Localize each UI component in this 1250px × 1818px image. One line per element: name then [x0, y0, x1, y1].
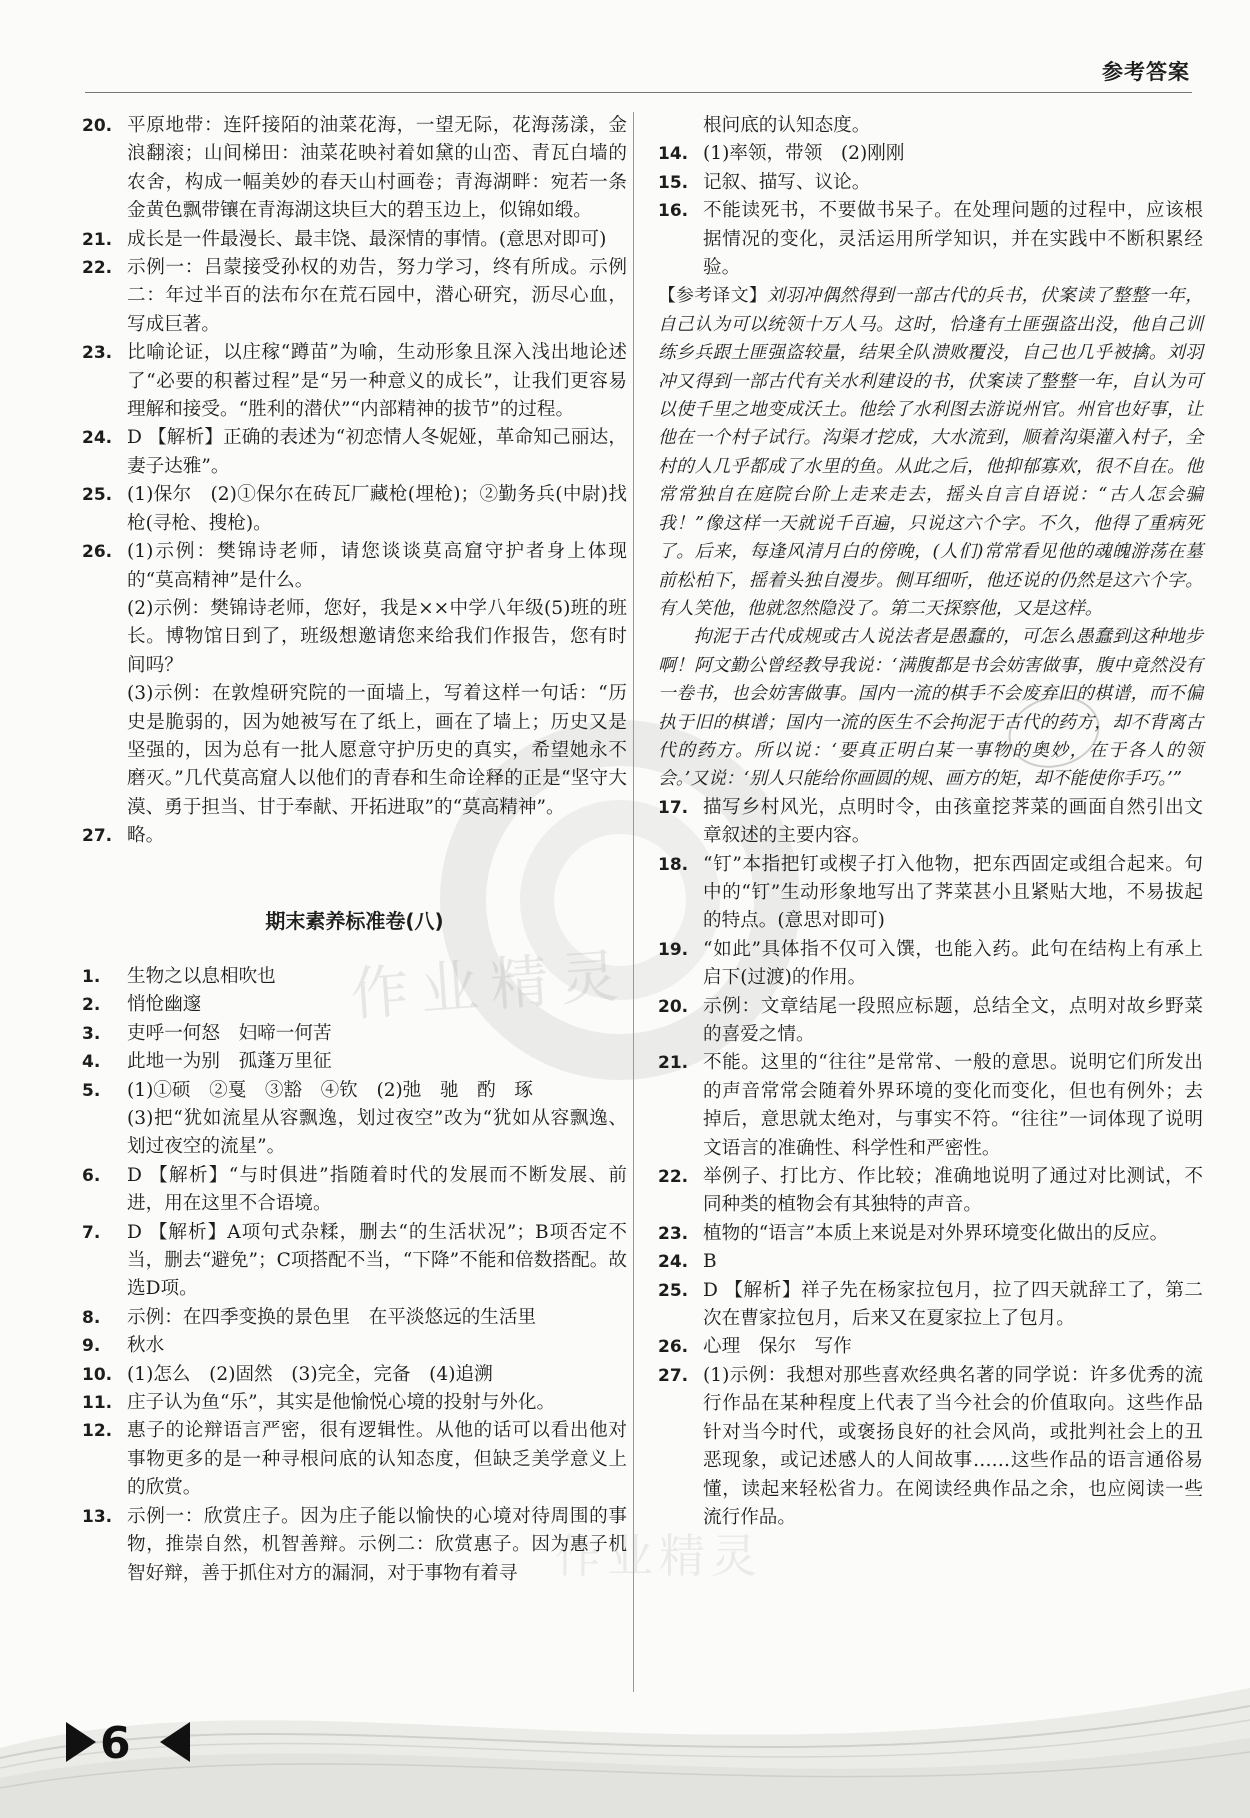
answer-text: “如此”具体指不仅可入馔，也能入药。此句在结构上有承上启下(过渡)的作用。 — [703, 938, 1203, 989]
answer-item — [82, 226, 627, 254]
answer-item — [82, 1048, 627, 1076]
answer-text: 心理 保尔 写作 — [703, 1336, 852, 1358]
answer-item — [658, 1049, 1203, 1163]
answer-number: 16. — [658, 201, 689, 222]
answer-item — [82, 112, 627, 226]
answer-item — [658, 197, 1203, 282]
answer-number: 25. — [82, 485, 113, 506]
translation-tag: 【参考译文】 — [658, 285, 768, 307]
answer-item — [82, 1389, 627, 1417]
answer-text: (1)保尔 (2)①保尔在砖瓦厂藏枪(埋枪)；②勤务兵(中尉)找枪(寻枪、搜枪)。 — [127, 484, 627, 534]
answers-right-top — [658, 112, 1203, 282]
watermark-text: 作业精灵 — [348, 941, 633, 1029]
answer-item — [658, 112, 1203, 140]
answer-text: 示例一：吕蒙接受孙权的劝告，努力学习，终有所成。示例二：年过半百的法布尔在荒石园中，潜心研究，沥尽心血，写成巨著。 — [127, 257, 627, 335]
answer-item — [82, 991, 627, 1019]
translation-paragraph-2: 拘泥于古代成规或古人说法者是愚蠢的，可怎么愚蠢到这种地步啊！阿文勤公曾经教导我说：‘满腹都是书会妨害做事，腹中竟然没有一卷书，也会妨害做事。国内一流的棋手不会废弃旧的棋谱，而不偏执于旧的棋谱；国内一流的医生不会拘泥于古代的药方，却不背离古代的药方。所以说：‘要真正明白某一事物的奥妙，在于各人的领会。’又说：‘别人只能给你画圆的规、画方的矩，却不能使你手巧。’” — [658, 626, 1203, 790]
answer-number: 15. — [658, 172, 689, 193]
answer-item — [658, 1362, 1203, 1532]
answer-text: 记叙、描写、议论。 — [703, 171, 871, 193]
left-column — [82, 112, 627, 1588]
answer-item — [658, 169, 1203, 197]
answer-item — [658, 794, 1203, 851]
answer-item — [658, 1277, 1203, 1334]
arrow-right-icon — [66, 1722, 96, 1762]
watermark-text-lower: 作业精灵 — [555, 1529, 763, 1583]
answer-item — [82, 339, 627, 424]
answer-item — [82, 1332, 627, 1360]
answer-number: 4. — [82, 1052, 101, 1073]
answer-number: 17. — [658, 797, 689, 818]
answer-item — [82, 1020, 627, 1048]
answer-number: 25. — [658, 1280, 689, 1301]
answer-number: 1. — [82, 966, 101, 987]
translation-paragraph-1: 刘羽冲偶然得到一部古代的兵书，伏案读了整整一年，自己认为可以统领十万人马。这时，恰逢有土匪强盗出没，他自己训练乡兵跟土匪强盗较量，结果全队溃败覆没，自己也几乎被擒。刘羽冲又得到一部古代有关水利建设的书，伏案读了整整一年，自认为可以使千里之地变成沃土。他绘了水利图去游说州官。州官也好事，让他在一个村子试行。沟渠才挖成，大水流到，顺着沟渠灌入村子，全村的人几乎都成了水里的鱼。从此之后，他抑郁寡欢，很不自在。他常常独自在庭院台阶上走来走去，摇头自言自语说：“古人怎会骗我！”像这样一天就说千百遍，只说这六个字。不久，他得了重病死了。后来，每逢风清月白的傍晚，(人们)常常看见他的魂魄游荡在墓前松柏下，摇着头独自漫步。侧耳细听，他还说的仍然是这六个字。有人笑他，他就忽然隐没了。第二天探察他，又是这样。 — [658, 285, 1203, 619]
answer-number: 11. — [82, 1393, 113, 1414]
answer-text: 吏呼一何怒 妇啼一何苦 — [127, 1022, 332, 1044]
answer-item — [658, 1248, 1203, 1276]
answer-number: 13. — [82, 1506, 113, 1527]
answer-item — [658, 140, 1203, 168]
answer-text: 描写乡村风光，点明时令，由孩童挖荠菜的画面自然引出文章叙述的主要内容。 — [703, 796, 1203, 847]
answer-number: 2. — [82, 995, 101, 1016]
answer-text: 比喻论证，以庄稼“蹲苗”为喻，生动形象且深入浅出地论述了“必要的积蓄过程”是“另一种意义的成长”，让我们更容易理解和接受。“胜利的潜伏”“内部精神的拔节”的过程。 — [127, 342, 627, 421]
answer-number: 27. — [658, 1365, 689, 1386]
answer-item — [82, 963, 627, 991]
answer-item — [82, 1304, 627, 1332]
answer-item — [82, 1219, 627, 1304]
reference-translation — [658, 282, 1203, 623]
answer-number: 20. — [82, 116, 113, 136]
answer-text: D 【解析】“与时俱进”指随着时代的发展而不断发展、前进，用在这里不合语境。 — [127, 1164, 627, 1215]
answer-number: 18. — [658, 854, 689, 875]
answer-number: 12. — [82, 1421, 113, 1442]
answer-number: 21. — [658, 1053, 689, 1074]
answer-number: 9. — [82, 1336, 101, 1357]
answer-number: 8. — [82, 1307, 101, 1328]
answer-text: 植物的“语言”本质上来说是对外界环境变化做出的反应。 — [703, 1222, 1169, 1244]
answer-text: (2)示例：樊锦诗老师，您好，我是××中学八年级(5)班的班长。博物馆日到了，班级想邀请您来给我们作报告，您有时间吗？ — [127, 597, 627, 676]
answers-previous-test — [82, 112, 627, 851]
answer-text: 示例：文章结尾一段照应标题，总结全文，点明对故乡野菜的喜爱之情。 — [703, 995, 1203, 1045]
answer-number: 10. — [82, 1364, 113, 1385]
answer-text: 悄怆幽邃 — [127, 994, 202, 1016]
answer-text: (1)率领，带领 (2)刚刚 — [703, 143, 905, 165]
answers-right-bottom — [658, 794, 1203, 1533]
answer-item — [82, 424, 627, 481]
answer-item — [658, 851, 1203, 936]
answer-number: 23. — [658, 1223, 689, 1244]
answer-number: 7. — [82, 1222, 101, 1243]
answer-number: 14. — [658, 144, 689, 165]
answer-text: 成长是一件最漫长、最丰饶、最深情的事情。(意思对即可) — [127, 228, 607, 250]
answer-text: 略。 — [127, 825, 165, 847]
page-header: 参考答案 — [1102, 60, 1190, 84]
answer-text: 平原地带：连阡接陌的油菜花海，一望无际，花海荡漾，金浪翻滚；山间梯田：油菜花映衬着如黛的山峦、青瓦白墙的农舍，构成一幅美妙的春天山村画卷；青海湖畔：宛若一条金黄色飘带镶在青海湖这块巨大的碧玉边上，似锦如缎。 — [127, 115, 627, 222]
answer-number: 26. — [82, 542, 113, 563]
answer-text: 示例一：欣赏庄子。因为庄子能以愉快的心境对待周围的事物，推崇自然，机智善辩。示例二：欣赏惠子。因为惠子机智好辩，善于抓住对方的漏洞，对于事物有着寻 — [127, 1505, 627, 1584]
answer-item — [658, 936, 1203, 993]
answer-item — [82, 481, 627, 538]
answer-text: 惠子的论辩语言严密，很有逻辑性。从他的话可以看出他对事物更多的是一种寻根问底的认知态度，但缺乏美学意义上的欣赏。 — [127, 1420, 627, 1499]
column-divider — [633, 112, 634, 1692]
answer-text: 不能。这里的“往往”是常常、一般的意思。说明它们所发出的声音常常会随着外界环境的变化而变化，但也有例外；去掉后，意思就太绝对，与事实不符。“往往”一词体现了说明文语言的准确性、科学性和严密性。 — [703, 1052, 1203, 1159]
answer-number: 26. — [658, 1337, 689, 1358]
answer-text: 举例子、打比方、作比较；准确地说明了通过对比测试，不同种类的植物会有其独特的声音。 — [703, 1166, 1203, 1216]
answer-number: 20. — [658, 996, 689, 1017]
answer-item — [658, 1220, 1203, 1248]
answer-text: D 【解析】祥子先在杨家拉包月，拉了四天就辞工了，第二次在曹家拉包月，后来又在夏家拉上了包月。 — [703, 1279, 1203, 1330]
answer-number: 6. — [82, 1165, 101, 1186]
answer-number: 24. — [658, 1252, 689, 1273]
answer-number: 3. — [82, 1023, 101, 1044]
answer-number: 24. — [82, 428, 113, 449]
answer-item — [658, 1333, 1203, 1361]
answer-text: 秋水 — [127, 1335, 165, 1357]
answer-number: 22. — [82, 258, 113, 279]
answer-text: (1)怎么 (2)固然 (3)完全，完备 (4)追溯 — [127, 1363, 493, 1385]
answer-text: D 【解析】A项句式杂糅，删去“的生活状况”；B项否定不当，删去“避免”；C项搭配不当，“下降”不能和倍数搭配。故选D项。 — [127, 1221, 627, 1300]
answer-item — [82, 538, 627, 822]
answer-item — [658, 993, 1203, 1050]
answer-text: “钉”本指把钉或楔子打入他物，把东西固定或组合起来。句中的“钉”生动形象地写出了荠菜甚小且紧贴大地，不易拔起的特点。(意思对即可) — [703, 853, 1203, 932]
answer-item — [82, 822, 627, 850]
answer-item — [82, 1162, 627, 1219]
answer-text: B — [703, 1251, 717, 1273]
answers-test-8 — [82, 963, 627, 1588]
answer-number: 5. — [82, 1080, 101, 1101]
answer-item — [658, 1163, 1203, 1220]
answer-text: D 【解析】正确的表述为“初恋情人冬妮娅，革命知己丽达，妻子达雅”。 — [127, 427, 627, 477]
answer-text: 根问底的认知态度。 — [703, 115, 871, 136]
answer-number: 27. — [82, 826, 113, 847]
answer-number: 21. — [82, 229, 113, 250]
answer-text: (1)示例：我想对那些喜欢经典名著的同学说：许多优秀的流行作品在某种程度上代表了当今社会的价值取向。这些作品针对当今时代，或褒扬良好的社会风尚，或批判社会上的丑恶现象，或记述感人的人间故事……这些作品的语言通俗易懂，读起来轻松省力。在阅读经典作品之余，也应阅读一些流行作品。 — [703, 1364, 1203, 1528]
answer-number: 22. — [658, 1167, 689, 1188]
answer-text: 示例：在四季变换的景色里 在平淡悠远的生活里 — [127, 1306, 537, 1328]
answer-item — [82, 254, 627, 339]
section-title: 期末素养标准卷(八) — [265, 908, 444, 933]
answer-text: (3)示例：在敦煌研究院的一面墙上，写着这样一句话：“历史是脆弱的，因为她被写在了纸上，画在了墙上；历史又是坚强的，因为总有一批人愿意守护历史的真实，希望她永不磨灭。”几代莫高窟人以他们的青春和生命诠释的正是“坚守大漠、勇于担当、甘于奉献、开拓进取”的“莫高精神”。 — [127, 683, 627, 818]
answer-text: (1)示例：樊锦诗老师，请您谈谈莫高窟守护者身上体现的“莫高精神”是什么。 — [127, 541, 627, 591]
answer-item — [82, 1503, 627, 1588]
answer-text: 不能读死书，不要做书呆子。在处理问题的过程中，应该根据情况的变化，灵活运用所学知识，并在实践中不断积累经验。 — [703, 200, 1203, 279]
answer-item — [82, 1417, 627, 1502]
header-rule — [85, 92, 1192, 93]
answer-item — [82, 1361, 627, 1389]
answer-number: 23. — [82, 343, 113, 364]
answer-number: 19. — [658, 939, 689, 960]
answer-item — [82, 1077, 627, 1162]
answer-text: (1)①硕 ②戛 ③豁 ④钦 (2)弛 驰 酌 琢 — [127, 1079, 533, 1101]
answer-text: 庄子认为鱼“乐”，其实是他愉悦心境的投射与外化。 — [127, 1392, 556, 1414]
page-number: 6 — [100, 1718, 131, 1769]
answer-text: 此地一为别 孤蓬万里征 — [127, 1051, 332, 1073]
answer-text: 生物之以息相吹也 — [127, 965, 276, 987]
right-column — [658, 112, 1203, 1532]
answer-text: (3)把“犹如流星从容飘逸，划过夜空”改为“犹如从容飘逸、划过夜空的流星”。 — [127, 1108, 627, 1158]
arrow-left-icon — [160, 1722, 190, 1762]
